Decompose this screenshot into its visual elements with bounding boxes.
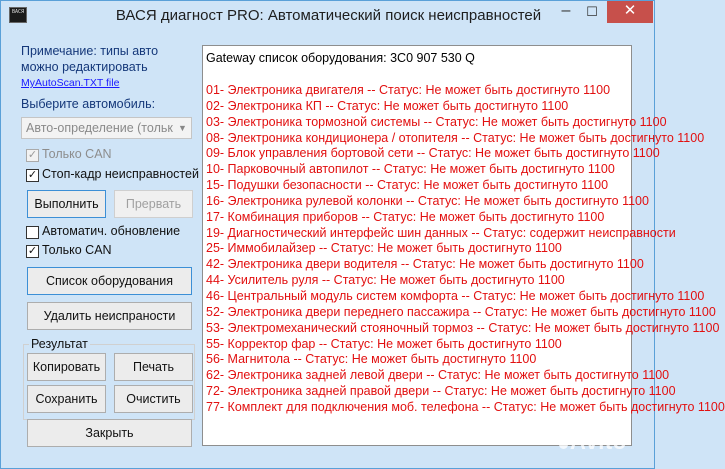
save-button[interactable]: Сохранить (27, 385, 106, 413)
checkbox-box[interactable]: ✓ (27, 169, 38, 181)
watermark-text: Avito (570, 429, 627, 454)
results-rows (206, 83, 725, 416)
result-row[interactable]: 52- Электроника двери переднего пассажира -- Статус: Не может быть достигнуто 1100 (206, 304, 716, 319)
result-row[interactable]: 08- Электроника кондиционера / отопителя -- Статус: Не может быть достигнуто 1100 (206, 130, 705, 145)
result-row[interactable]: 19- Диагностический интерфейс шин данных -- Статус: содержит неисправности (206, 225, 676, 240)
vehicle-select[interactable] (21, 117, 192, 139)
vehicle-select-label: Выберите автомобиль: (21, 97, 156, 111)
abort-button[interactable]: Прервать (114, 190, 193, 218)
checkbox-label: Автоматич. обновление (42, 224, 181, 238)
checkbox-box[interactable]: ✓ (27, 245, 38, 257)
results-list[interactable] (202, 45, 725, 446)
result-row[interactable]: 55- Корректор фар -- Статус: Не может быть достигнуто 1100 (206, 336, 562, 351)
result-row[interactable]: 02- Электроника КП -- Статус: Не может быть достигнуто 1100 (206, 98, 569, 113)
result-row[interactable]: 53- Электромеханический стояночный тормоз -- Статус: Не может быть достигнуто 1100 (206, 320, 720, 335)
result-row[interactable]: 44- Усилитель руля -- Статус: Не может быть достигнуто 1100 (206, 273, 565, 288)
result-row[interactable]: 25- Иммобилайзер -- Статус: Не может быть достигнуто 1100 (206, 241, 562, 256)
clear-faults-button[interactable]: Удалить неиспраности (27, 302, 192, 330)
minimize-button[interactable]: – (561, 2, 571, 19)
note-line-1: Примечание: типы авто (21, 44, 159, 58)
vehicle-select-value: Авто-определение (тольк (26, 121, 173, 135)
close-window-button[interactable]: ✕ (607, 1, 653, 23)
clear-button[interactable]: Очистить (114, 385, 193, 413)
result-row[interactable]: 09- Блок управления бортовой сети -- Статус: Не может быть достигнуто 1100 (206, 146, 660, 161)
copy-button[interactable]: Копировать (27, 353, 106, 381)
result-row[interactable]: 16- Электроника рулевой колонки -- Статус: Не может быть достигнуто 1100 (206, 193, 649, 208)
result-row[interactable]: 10- Парковочный автопилот -- Статус: Не может быть достигнуто 1100 (206, 162, 615, 177)
result-row[interactable]: 72- Электроника задней правой двери -- Статус: Не может быть достигнуто 1100 (206, 384, 676, 399)
note-line-2: можно редактировать (21, 60, 148, 74)
autoscan-file-link[interactable]: MyAutoScan.TXT file (21, 77, 120, 89)
chevron-down-icon[interactable]: ▼ (174, 118, 191, 138)
result-row[interactable]: 17- Комбинация приборов -- Статус: Не может быть достигнуто 1100 (206, 209, 605, 224)
result-row[interactable]: 03- Электроника тормозной системы -- Статус: Не может быть достигнуто 1100 (206, 114, 667, 129)
result-row[interactable]: 46- Центральный модуль систем комфорта -- Статус: Не может быть достигнуто 1100 (206, 288, 705, 303)
result-row[interactable]: 56- Магнитола -- Статус: Не может быть достигнуто 1100 (206, 352, 537, 367)
checkbox-box[interactable] (26, 226, 39, 239)
checkbox-box: ✓ (27, 149, 38, 161)
result-row[interactable]: 42- Электроника двери водителя -- Статус: Не может быть достигнуто 1100 (206, 257, 644, 272)
result-group-label: Результат (31, 337, 88, 351)
title-bar[interactable] (1, 1, 654, 31)
maximize-button[interactable]: ☐ (586, 4, 598, 19)
window-title: ВАСЯ диагност PRO: Автоматический поиск неисправностей (115, 7, 542, 24)
results-header: Gateway список оборудования: 3C0 907 530 Q (206, 51, 475, 65)
avito-watermark (559, 429, 627, 455)
result-row[interactable]: 62- Электроника задней левой двери -- Статус: Не может быть достигнуто 1100 (206, 368, 670, 383)
checkbox-label: Только CAN (42, 147, 112, 161)
note-text (21, 43, 158, 75)
execute-button[interactable]: Выполнить (27, 190, 106, 218)
equipment-list-button[interactable]: Список оборудования (27, 267, 192, 295)
checkbox-label: Стоп-кадр неисправностей (42, 167, 199, 181)
result-row[interactable]: 01- Электроника двигателя -- Статус: Не может быть достигнуто 1100 (206, 83, 611, 97)
app-icon: ВАСЯ (9, 7, 27, 23)
print-button[interactable]: Печать (114, 353, 193, 381)
result-row[interactable]: 77- Комплект для подключения моб. телефона -- Статус: Не может быть достигнуто 1100 (206, 399, 725, 414)
close-button[interactable]: Закрыть (27, 419, 192, 447)
checkbox-label: Только CAN (42, 243, 112, 257)
result-row[interactable]: 15- Подушки безопасности -- Статус: Не может быть достигнуто 1100 (206, 178, 609, 193)
